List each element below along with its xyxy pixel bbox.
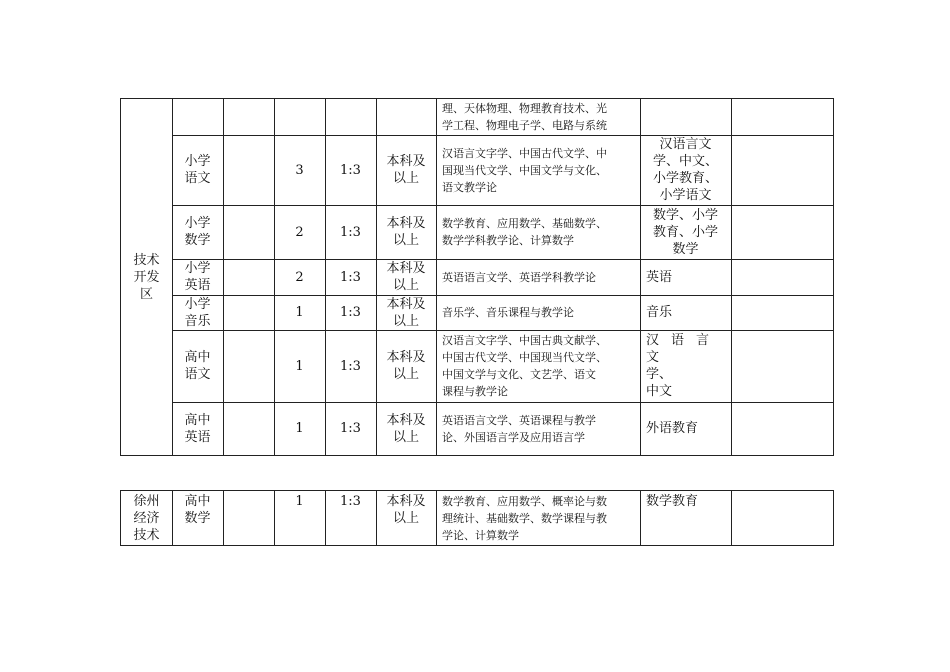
col-divider <box>223 491 224 545</box>
education-cell: 本科及 以上 <box>386 412 426 445</box>
ratio-cell: 1:3 <box>340 162 361 178</box>
majors-cell: 音乐学、音乐课程与教学论 <box>442 306 574 319</box>
count-cell: 1 <box>295 421 304 436</box>
education-cell: 本科及 以上 <box>386 350 426 382</box>
majors-cell: 汉语言文字学、中国古典文献学、 中国古代文学、中国现当代文学、 中国文学与文化、文艺学、语文 课程与教学论 <box>442 334 607 398</box>
education-cell: 本科及 以上 <box>386 261 426 293</box>
count-cell: 2 <box>295 224 304 240</box>
count-cell: 1 <box>295 494 304 509</box>
majors-cell: 理、天体物理、物理教育技术、光 学工程、物理电子学、电路与系统 <box>442 102 607 132</box>
ratio-cell: 1:3 <box>340 269 361 285</box>
count-cell: 3 <box>295 162 304 178</box>
ratio-cell: 1:3 <box>340 494 361 509</box>
ratio-cell: 1:3 <box>340 358 361 374</box>
col-divider <box>731 491 732 545</box>
majors-cell: 英语语言文学、英语学科教学论 <box>442 270 596 284</box>
requirement-cell: 外语教育 <box>646 421 699 436</box>
education-cell: 本科及 以上 <box>386 494 426 526</box>
requirement-cell: 数学、小学 教育、小学 数学 <box>652 207 718 257</box>
requirement-cell: 汉语言文 学、中文、 小学教育、 小学语文 <box>652 137 718 203</box>
education-cell: 本科及 以上 <box>386 154 426 186</box>
subject-cell: 高中 数学 <box>184 494 211 526</box>
subject-cell: 高中 英语 <box>184 412 211 445</box>
subject-cell: 小学 语文 <box>184 154 211 186</box>
requirement-cell: 数学教育 <box>646 494 699 509</box>
count-cell: 1 <box>295 305 304 320</box>
subject-cell: 小学 音乐 <box>184 296 211 329</box>
education-cell: 本科及 以上 <box>386 296 426 329</box>
ratio-cell: 1:3 <box>340 305 361 320</box>
ratio-cell: 1:3 <box>340 421 361 436</box>
count-cell: 2 <box>295 269 304 285</box>
majors-cell: 数学教育、应用数学、概率论与数 理统计、基础数学、数学课程与教 学论、计算数学 <box>442 495 607 542</box>
subject-cell: 小学 英语 <box>184 261 211 293</box>
requirement-cell: 音乐 <box>646 305 673 320</box>
requirement-text: 学、 中文 <box>646 367 673 399</box>
majors-cell: 数学教育、应用数学、基础数学、 数学学科教学论、计算数学 <box>442 217 607 247</box>
district-cell: 徐州 经济 技术 <box>133 494 160 543</box>
requirement-text: 汉语言文 <box>646 333 722 365</box>
count-cell: 1 <box>295 358 304 374</box>
majors-cell: 英语语言文学、英语课程与教学 论、外国语言学及应用语言学 <box>442 413 596 444</box>
majors-cell: 汉语言文字学、中国古代文学、中 国现当代文学、中国文学与文化、 语文教学论 <box>442 146 607 194</box>
education-cell: 本科及 以上 <box>386 216 426 248</box>
recruitment-table-2 <box>120 490 834 546</box>
district-cell: 技术 开发 区 <box>133 252 160 302</box>
requirement-cell: 英语 <box>646 269 673 285</box>
ratio-cell: 1:3 <box>340 224 361 240</box>
requirement-cell <box>640 330 731 402</box>
subject-cell: 小学 数学 <box>184 216 211 248</box>
subject-cell: 高中 语文 <box>184 350 211 382</box>
recruitment-table-1 <box>120 98 834 456</box>
